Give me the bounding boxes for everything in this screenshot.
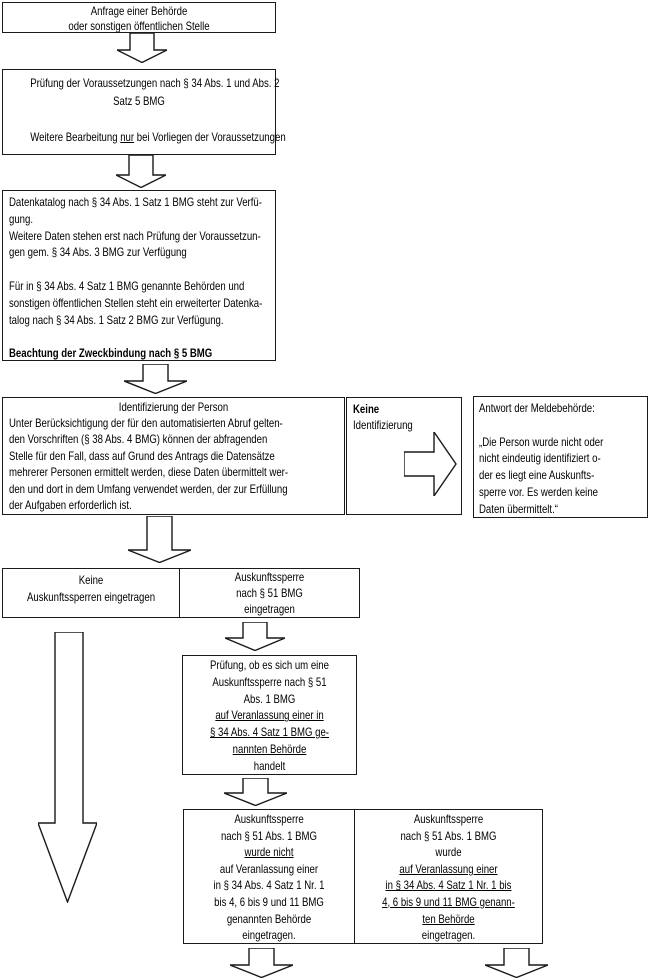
text-line [9, 345, 217, 362]
text-line: auf Veranlassung einer [219, 861, 319, 876]
text-line: nicht eindeutig identifiziert o- [479, 451, 601, 466]
right-arrow-icon [404, 432, 457, 496]
text-line [201, 844, 337, 861]
text-line: der Aufgaben erforderlich ist. [9, 498, 132, 513]
text-line [30, 110, 248, 128]
text-segment: in § 34 Abs. 4 Satz 1 Nr. 1 bis [385, 878, 512, 893]
text-line: sonstigen öffentlichen Stellen steht ein erweiterter Datenka- [9, 295, 263, 310]
text-line: Für in § 34 Abs. 4 Satz 1 BMG genannte Behörden und [9, 278, 245, 293]
text-segment: bei Vorliegen der Voraussetzungen [134, 130, 286, 144]
text-line: Prüfung, ob es sich um eine [209, 658, 329, 672]
text-line: Auskunftssperren eingetragen [26, 590, 156, 604]
text-line: Keine [78, 573, 104, 587]
text-line: gen gem. § 34 Abs. 3 BMG zur Verfügung [9, 245, 187, 260]
text-segment: ten Behörde [422, 911, 475, 926]
text-segment: § 34 Abs. 4 Satz 1 BMG ge- [210, 725, 329, 740]
text-line: nach § 51 Abs. 1 BMG [220, 828, 318, 843]
text-line [30, 128, 286, 146]
text-segment: Beachtung der Zweckbindung nach § 5 BMG [9, 346, 213, 361]
long-down-arrow-icon [38, 632, 97, 903]
text-line: mehrerer Personen ermittelt werden, diese Daten übermittelt wer- [9, 465, 289, 480]
text-line: Satz 5 BMG [113, 94, 165, 108]
box-anfrage [2, 2, 276, 33]
text-segment: nannten Behörde [232, 741, 307, 756]
identifizierung-title: Identifizierung der Person [118, 400, 229, 414]
text-line: gung. [9, 211, 34, 226]
text-line: Anfrage einer Behörde [90, 4, 188, 18]
text-line: eingetragen. [421, 928, 476, 943]
down-arrow-7-icon [230, 948, 293, 978]
text-line [9, 328, 217, 345]
text-line: den Vorschriften (§ 38 Abs. 4 BMG) können der abfragenden [9, 432, 268, 447]
text-line: talog nach § 34 Abs. 1 Satz 2 BMG zur Verfügung. [9, 312, 224, 327]
text-line [374, 861, 524, 878]
text-line: Identifizierung [353, 418, 413, 432]
text-line: den und dort in dem Umfang verwendet werden, der zur Erfüllung [9, 481, 288, 496]
text-segment: 4, 6 bis 9 und 11 BMG genann- [382, 894, 515, 909]
down-arrow-3-icon [124, 364, 187, 394]
box-keine-auskunftssperren [2, 568, 180, 618]
box-datenkatalog [2, 190, 276, 361]
text-line: Auskunftssperre [234, 570, 305, 584]
text-line [479, 417, 609, 434]
identifizierung-body [9, 415, 338, 513]
text-line: in § 34 Abs. 4 Satz 1 Nr. 1 [213, 878, 325, 893]
box-pruefung-voraussetzungen [2, 69, 286, 155]
down-arrow-1-icon [117, 33, 167, 63]
text-line: Abs. 1 BMG [243, 691, 296, 706]
text-line [9, 261, 217, 278]
text-line: nach § 51 Abs. 1 BMG [400, 828, 497, 843]
box-auskunftssperre-51 [179, 568, 360, 618]
down-arrow-6-icon [224, 778, 287, 806]
text-line [200, 741, 338, 758]
text-segment: Keine [353, 402, 380, 416]
text-segment: auf Veranlassung einer in [215, 708, 324, 723]
text-line: Weitere Daten stehen erst nach Prüfung der Voraussetzun- [9, 228, 261, 243]
text-segment: wurde nicht [244, 845, 294, 860]
text-line: Auskunftssperre [234, 812, 304, 826]
text-line: wurde [435, 845, 462, 860]
text-line: oder sonstigen öffentlichen Stelle [68, 19, 210, 33]
text-line: Prüfung der Voraussetzungen nach § 34 Abs. 1 und Abs. 2 [30, 76, 280, 90]
text-line: Datenkatalog nach § 34 Abs. 1 Satz 1 BMG steht zur Verfü- [9, 195, 262, 209]
down-arrow-5-icon [225, 622, 285, 651]
box-identifizierung [2, 397, 345, 515]
text-line: Daten übermittelt.“ [479, 501, 558, 516]
down-arrow-2-icon [116, 155, 166, 188]
text-line: Antwort der Meldebehörde: [479, 401, 595, 415]
text-line: Unter Berücksichtigung der für den automatisierten Abruf gelten- [9, 416, 283, 430]
text-line: Stelle für den Fall, dass auf Grund des Antrags die Datensätze [9, 448, 275, 463]
text-line: „Die Person wurde nicht oder [479, 434, 604, 449]
box-antwort-meldebehoerde [473, 396, 648, 518]
text-line: handelt [253, 758, 286, 773]
text-line [374, 894, 524, 911]
text-line: Auskunftssperre nach § 51 [212, 674, 327, 689]
text-line: bis 4, 6 bis 9 und 11 BMG [214, 894, 324, 909]
text-segment: nur [120, 130, 135, 144]
text-line: eingetragen [244, 601, 295, 616]
text-line: genannten Behörde [226, 911, 312, 926]
down-arrow-8-icon [485, 948, 548, 978]
text-line [200, 724, 338, 741]
text-line: Auskunftssperre [413, 812, 484, 826]
text-line [374, 877, 524, 894]
text-segment: auf Veranlassung einer [399, 861, 498, 876]
text-line [353, 401, 435, 417]
text-line: sperre vor. Es werden keine [479, 484, 598, 499]
text-line: der es liegt eine Auskunfts- [479, 468, 595, 483]
box-sperre-nicht-veranlasst [183, 809, 355, 944]
box-sperre-veranlasst [354, 809, 543, 944]
text-line [374, 911, 524, 928]
text-line: nach § 51 BMG [236, 585, 303, 600]
box-pruefung-auskunftssperre [182, 655, 357, 775]
text-line: eingetragen. [242, 928, 296, 943]
text-line [200, 707, 338, 724]
down-arrow-4-icon [128, 516, 191, 563]
text-segment: Weitere Bearbeitung [30, 130, 121, 144]
